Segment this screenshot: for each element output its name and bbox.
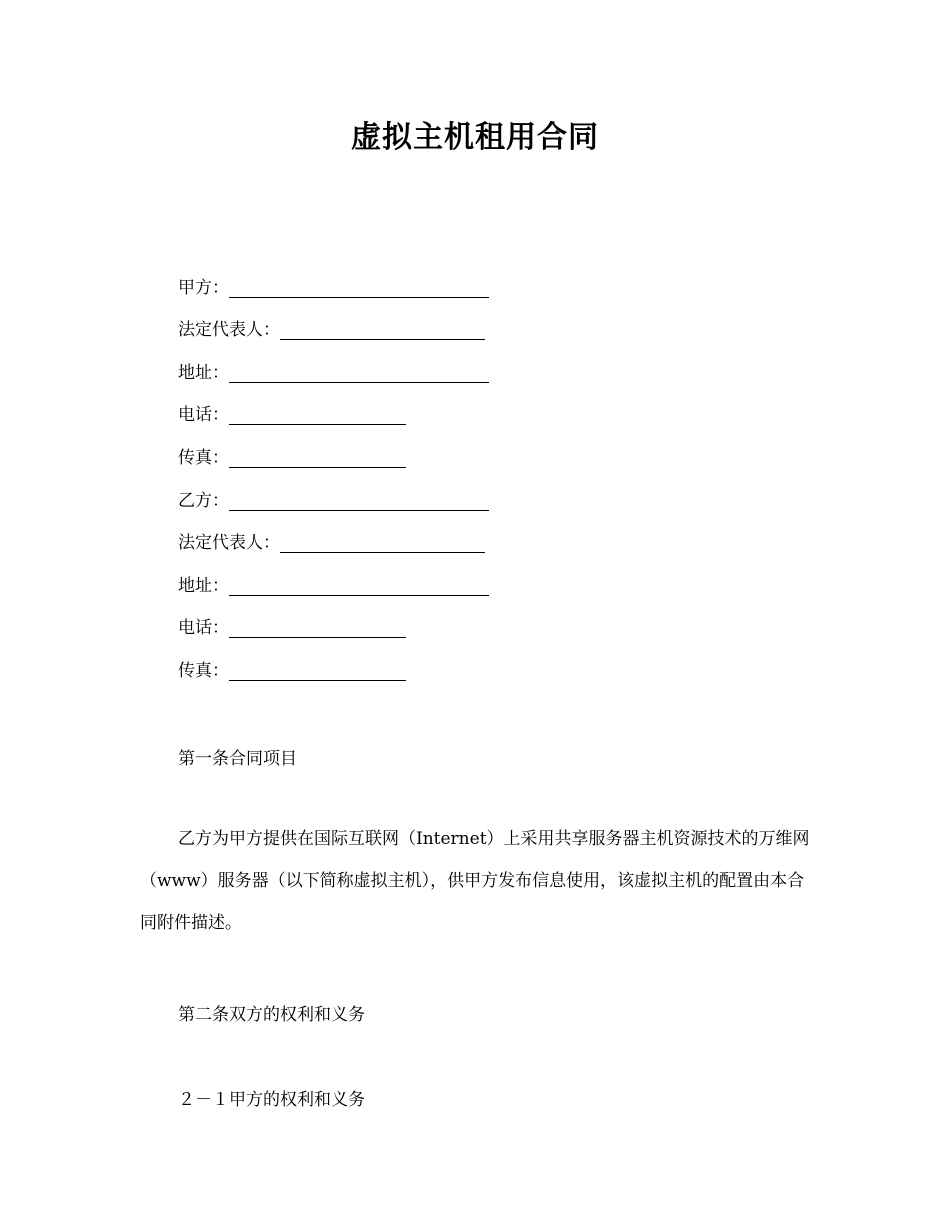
document-title: 虚拟主机租用合同 [351, 120, 599, 155]
party-b-rep-blank[interactable] [280, 532, 485, 553]
article-2-heading: 第二条双方的权利和义务 [178, 1005, 365, 1025]
party-a-phone-blank[interactable] [229, 404, 406, 425]
party-a-address-label: 地址： [178, 363, 229, 383]
party-a-phone-label: 电话： [178, 405, 229, 425]
article-2-1-heading: ２－１甲方的权利和义务 [178, 1090, 365, 1110]
party-a-phone-field [178, 401, 406, 425]
party-a-rep-field [178, 316, 485, 340]
party-a-address-field [178, 359, 489, 383]
party-b-address-field [178, 572, 489, 596]
party-b-fax-label: 传真： [178, 661, 229, 681]
party-b-phone-label: 电话： [178, 618, 229, 638]
party-a-rep-blank[interactable] [280, 319, 485, 340]
party-b-address-blank[interactable] [229, 575, 489, 596]
party-a-address-blank[interactable] [229, 362, 489, 383]
party-a-label: 甲方： [178, 278, 229, 298]
party-a-blank[interactable] [229, 277, 489, 298]
party-b-rep-label: 法定代表人： [178, 533, 280, 553]
party-b-rep-field [178, 529, 485, 553]
party-a-fax-label: 传真： [178, 448, 229, 468]
party-b-address-label: 地址： [178, 576, 229, 596]
party-b-fax-blank[interactable] [229, 660, 406, 681]
party-a-field [178, 274, 489, 298]
party-b-phone-blank[interactable] [229, 617, 406, 638]
party-a-fax-field [178, 444, 406, 468]
party-b-label: 乙方： [178, 491, 229, 511]
party-b-phone-field [178, 614, 406, 638]
article-1-body: 乙方为甲方提供在国际互联网（Internet）上采用共享服务器主机资源技术的万维网（www）服务器（以下简称虚拟主机），供甲方发布信息使用，该虚拟主机的配置由本合同附件描述。 [140, 829, 810, 933]
party-a-rep-label: 法定代表人： [178, 320, 280, 340]
party-b-fax-field [178, 657, 406, 681]
party-a-fax-blank[interactable] [229, 447, 406, 468]
party-b-field [178, 487, 489, 511]
article-1-heading: 第一条合同项目 [178, 749, 297, 769]
party-b-blank[interactable] [229, 490, 489, 511]
